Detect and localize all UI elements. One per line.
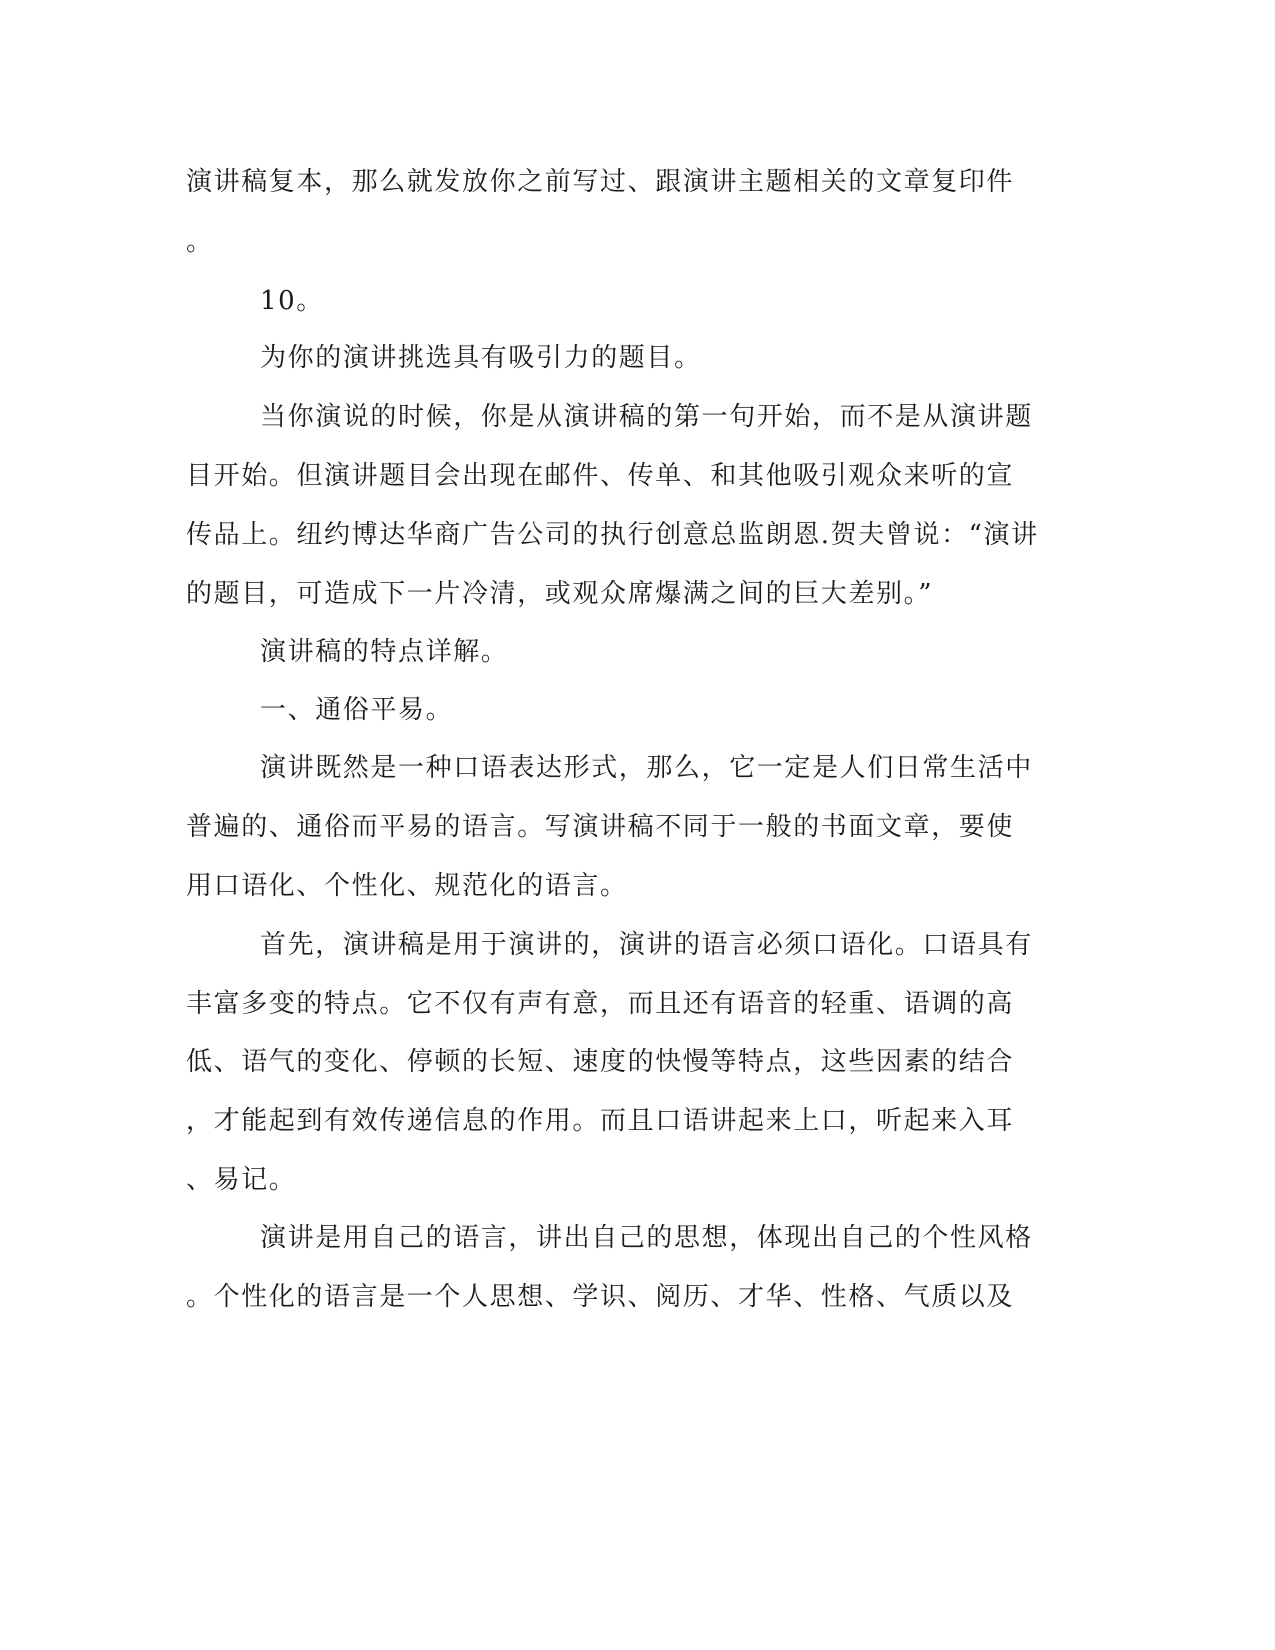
text-line: 。个性化的语言是一个人思想、学识、阅历、才华、性格、气质以及 xyxy=(186,1282,1015,1312)
text-line: 低、语气的变化、停顿的长短、速度的快慢等特点，这些因素的结合 xyxy=(186,1047,1015,1077)
text-line: 一、通俗平易。 xyxy=(260,695,454,725)
text-line: 传品上。纽约博达华商广告公司的执行创意总监朗恩.贺夫曾说：“演讲 xyxy=(186,520,1039,550)
text-line: 的题目，可造成下一片冷清，或观众席爆满之间的巨大差别。” xyxy=(186,579,934,609)
text-line: 为你的演讲挑选具有吸引力的题目。 xyxy=(260,343,702,373)
text-line: 。 xyxy=(186,227,214,257)
text-line: 首先，演讲稿是用于演讲的，演讲的语言必须口语化。口语具有 xyxy=(260,930,1033,960)
text-line: 用口语化、个性化、规范化的语言。 xyxy=(186,871,628,901)
text-line: 、易记。 xyxy=(186,1165,297,1195)
text-line: 目开始。但演讲题目会出现在邮件、传单、和其他吸引观众来听的宣 xyxy=(186,461,1015,491)
text-line: ，才能起到有效传递信息的作用。而且口语讲起来上口，听起来入耳 xyxy=(186,1106,1015,1136)
text-line: 普遍的、通俗而平易的语言。写演讲稿不同于一般的书面文章，要使 xyxy=(186,812,1015,842)
text-line: 演讲既然是一种口语表达形式，那么，它一定是人们日常生活中 xyxy=(260,753,1033,783)
text-line: 演讲是用自己的语言，讲出自己的思想，体现出自己的个性风格 xyxy=(260,1223,1033,1253)
text-line: 演讲稿的特点详解。 xyxy=(260,637,509,667)
text-line: 当你演说的时候，你是从演讲稿的第一句开始，而不是从演讲题 xyxy=(260,402,1033,432)
text-line: 丰富多变的特点。它不仅有声有意，而且还有语音的轻重、语调的高 xyxy=(186,989,1015,1019)
text-line: 演讲稿复本，那么就发放你之前写过、跟演讲主题相关的文章复印件 xyxy=(186,167,1015,197)
text-line: 10。 xyxy=(260,286,324,316)
